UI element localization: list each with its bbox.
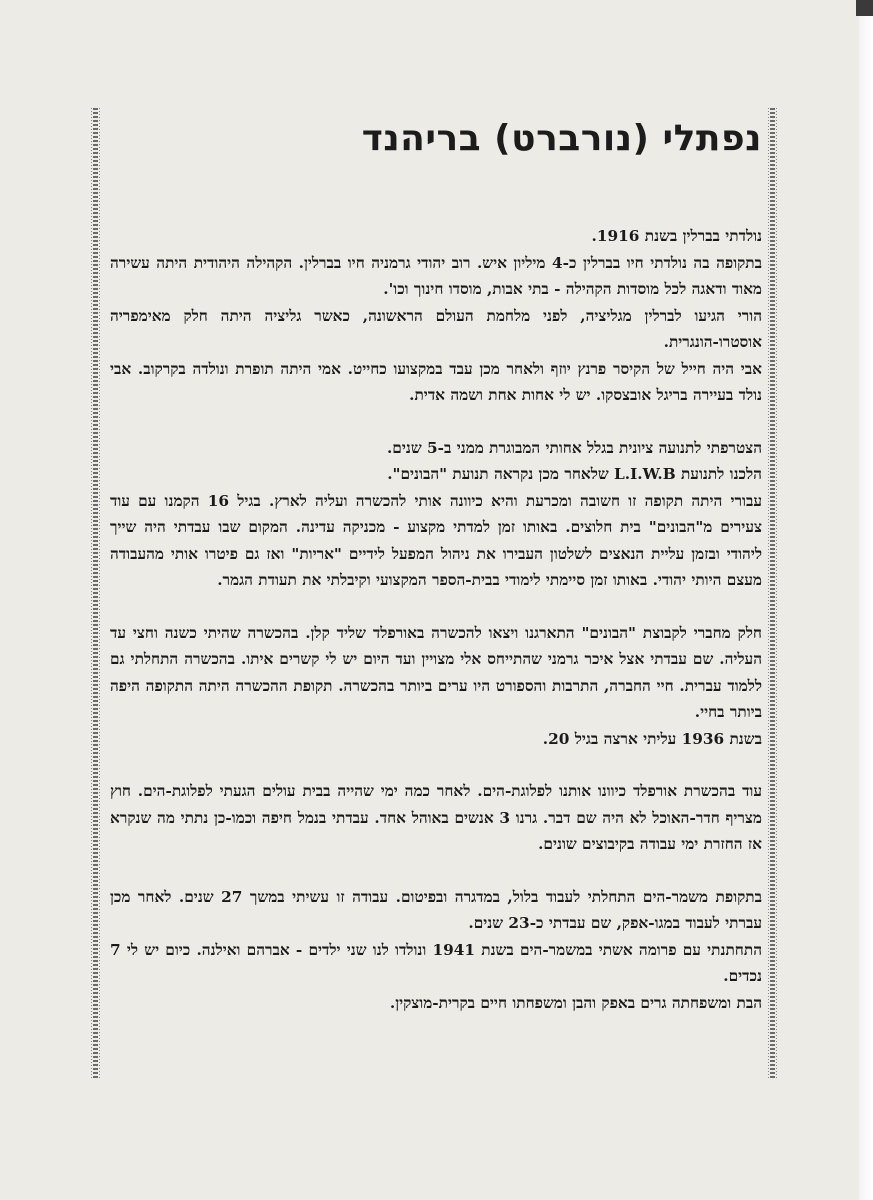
section-early-life	[110, 223, 762, 409]
decorative-border-right	[770, 108, 775, 1078]
paragraph: הצטרפתי לתנועה ציונית בגלל אחותי המבוגרת ממני ב-5 שנים.	[386, 438, 762, 457]
section-later-life	[110, 884, 762, 1017]
paragraph: הלכנו לתנועת L.I.W.B שלאחר מכן נקראה תנועת "הבונים".	[387, 465, 762, 483]
document-title: נפתלי (נורברט) בריהנד	[361, 118, 762, 159]
section-zionist-movement	[110, 435, 762, 594]
paragraph: התחתנתי עם פרומה אשתי במשמר-הים בשנת 1941 ונולדו לנו שני ילדים - אברהם ואילנה. כיום יש לי 7 נכדים.	[110, 940, 762, 985]
paragraph: אבי היה חייל של הקיסר פרנץ יוזף ולאחר מכן עבד במקצועו כחייט. אמי היתה תופרת ונולדה בקרקוב. אבי נולד בעיירה בריגל אובצסקו. יש לי אחות אחת ושמה אדית.	[110, 359, 762, 404]
section-arrival	[110, 778, 762, 858]
paragraph: בתקופה בה נולדתי חיו בברלין כ-4 מיליון איש. רוב יהודי גרמניה חיו בברלין. הקהילה היהודית היתה עשירה מאוד ודאגה לכל מוסדות הקהילה - בתי אבות, מוסדו חינוך וכו'.	[110, 253, 762, 298]
section-training	[110, 620, 762, 753]
paragraph: בשנת 1936 עליתי ארצה בגיל 20.	[542, 729, 762, 748]
decorative-border-left	[93, 108, 98, 1078]
document-content	[110, 118, 762, 1016]
paragraph: הבת ומשפחתה גרים באפק והבן ומשפחתו חיים בקרית-מוצקין.	[389, 993, 762, 1012]
paragraph: עבורי היתה תקופה זו חשובה ומכרעת והיא כיוונה אותי להכשרה ועליה לארץ. בגיל 16 הקמנו עם עוד צעירים מ"הבונים" בית חלוצים. באותו זמן למדתי מקצוע - מכניקה עדינה. המקום שבו עבדתי היה שייך ליהודי ובזמן עליית הנאצים לשלטון העבירו את ניהול המפעל לידיים "אריות" ואז גם פיטרו אותי מהעבודה מעצם היותי יהודי. באותו זמן סיימתי לימודי בבית-הספר המקצועי וקיבלתי את תעודת הגמר.	[110, 491, 762, 589]
paragraph: הורי הגיעו לברלין מגליציה, לפני מלחמת העולם הראשונה, כאשר גליציה היתה חלק מאימפריה אוסטרו-הונגרית.	[110, 306, 762, 351]
paragraph: נולדתי בברלין בשנת 1916.	[591, 227, 762, 245]
paragraph: חלק מחברי לקבוצת "הבונים" התארגנו ויצאו להכשרה באורפלד שליד קלן. בהכשרה שהיתי כשנה וחצי עד העליה. שם עבדתי אצל איכר גרמני שהתייחס אלי מצויין ועד היום יש לי קשרים איתו. בהכשרה התחלתי גם ללמוד עברית. חיי החברה, התרבות והספורט היו ערים ביותר בהכשרה. תקופת ההכשרה היתה התקופה היפה ביותר בחיי.	[110, 623, 762, 721]
scan-corner-mark	[856, 0, 873, 16]
paragraph: עוד בהכשרת אורפלד כיוונו אותנו לפלוגת-הים. לאחר כמה ימי שהייה בבית עולים הגעתי לפלוגת-הים. חוץ מצריף חדר-האוכל לא היה שם דבר. גרנו 3 אנשים באוהל אחד. עבדתי בנמל חיפה וכמו-כן נתתי מה שנקרא אז החזרת ימי עבודה בקיבוצים שונים.	[110, 782, 762, 853]
paragraph: בתקופת משמר-הים התחלתי לעבוד בלול, במדגרה ובפיטום. עבודה זו עשיתי במשך 27 שנים. לאחר מכן עברתי לעבוד במגו-אפק, שם עבדתי כ-23 שנים.	[110, 887, 763, 932]
scan-edge	[859, 0, 873, 1200]
